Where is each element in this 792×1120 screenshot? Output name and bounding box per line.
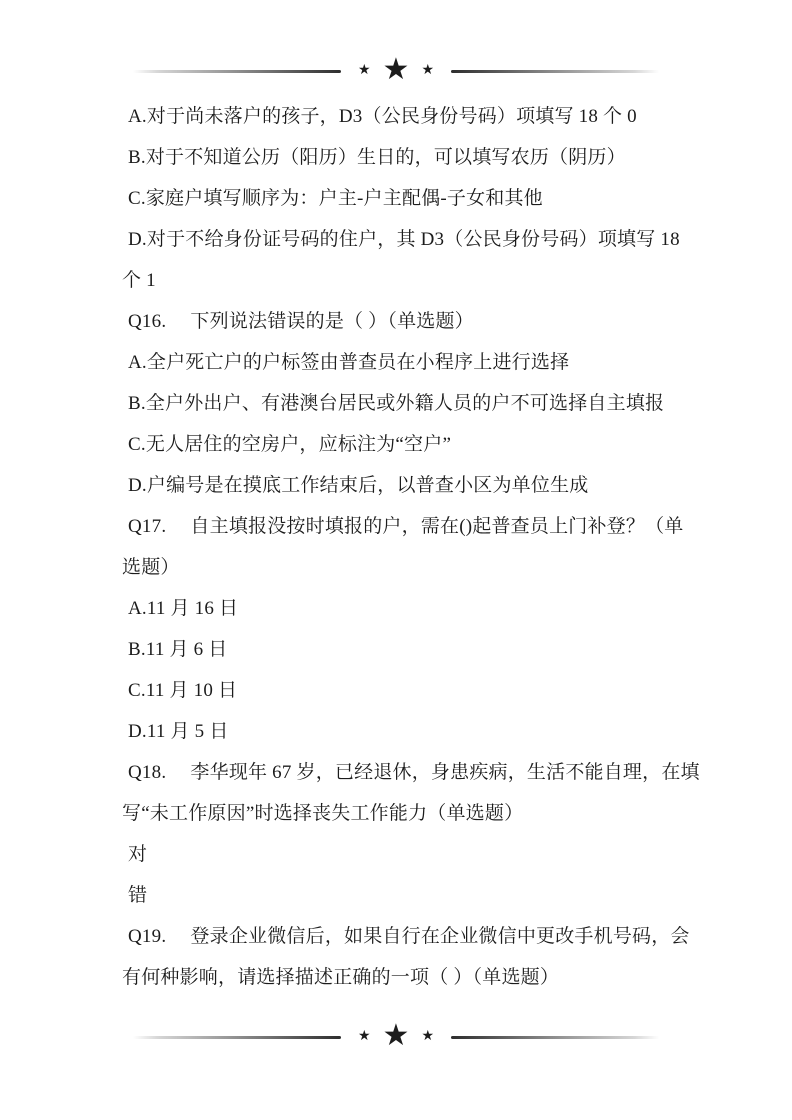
- option-text: A.11 月 16 日: [128, 598, 239, 619]
- big-star-icon: ★: [382, 53, 410, 86]
- question-text: Q19. 登录企业微信后，如果自行在企业微信中更改手机号码，会: [128, 926, 690, 947]
- ornament-rule-right: [451, 1036, 659, 1039]
- question-list: [0, 96, 792, 998]
- option-text: C.11 月 10 日: [128, 680, 238, 701]
- ornament-rule-left: [133, 70, 341, 73]
- option-text: A.全户死亡户的户标签由普查员在小程序上进行选择: [128, 352, 570, 373]
- question-text: Q16. 下列说法错误的是（ ）（单选题）: [128, 311, 474, 332]
- text-continuation: 选题）: [122, 557, 180, 578]
- ornament-rule-left: [133, 1036, 341, 1039]
- small-star-icon: ★: [357, 1029, 371, 1044]
- ornament-rule-right: [451, 70, 659, 73]
- option-text: D.11 月 5 日: [128, 721, 229, 742]
- option-text: D.对于不给身份证号码的住户，其 D3（公民身份号码）项填写 18: [128, 229, 680, 250]
- question-text: Q17. 自主填报没按时填报的户，需在()起普查员上门补登？（单: [128, 516, 684, 537]
- text-continuation: 写“未工作原因”时选择丧失工作能力（单选题）: [122, 803, 524, 824]
- answer-choice: 对: [128, 844, 148, 865]
- question-text: Q18. 李华现年 67 岁，已经退休，身患疾病，生活不能自理，在填: [128, 762, 700, 783]
- small-star-icon: ★: [421, 1029, 435, 1044]
- text-continuation: 有何种影响，请选择描述正确的一项（ ）（单选题）: [122, 967, 560, 988]
- big-star-icon: ★: [382, 1019, 410, 1052]
- option-text: C.无人居住的空房户，应标注为“空户”: [128, 434, 452, 455]
- option-text: C.家庭户填写顺序为：户主-户主配偶-子女和其他: [128, 188, 543, 209]
- text-continuation: 个 1: [122, 270, 156, 291]
- option-text: B.全户外出户、有港澳台居民或外籍人员的户不可选择自主填报: [128, 393, 665, 414]
- small-star-icon: ★: [357, 63, 371, 78]
- option-text: D.户编号是在摸底工作结束后，以普查小区为单位生成: [128, 475, 589, 496]
- answer-choice: 错: [128, 885, 148, 906]
- header-ornament: [0, 53, 792, 86]
- option-text: A.对于尚未落户的孩子，D3（公民身份号码）项填写 18 个 0: [128, 106, 637, 127]
- small-star-icon: ★: [421, 63, 435, 78]
- footer-ornament: [0, 1019, 792, 1052]
- option-text: B.11 月 6 日: [128, 639, 228, 660]
- option-text: B.对于不知道公历（阳历）生日的，可以填写农历（阴历）: [128, 147, 626, 168]
